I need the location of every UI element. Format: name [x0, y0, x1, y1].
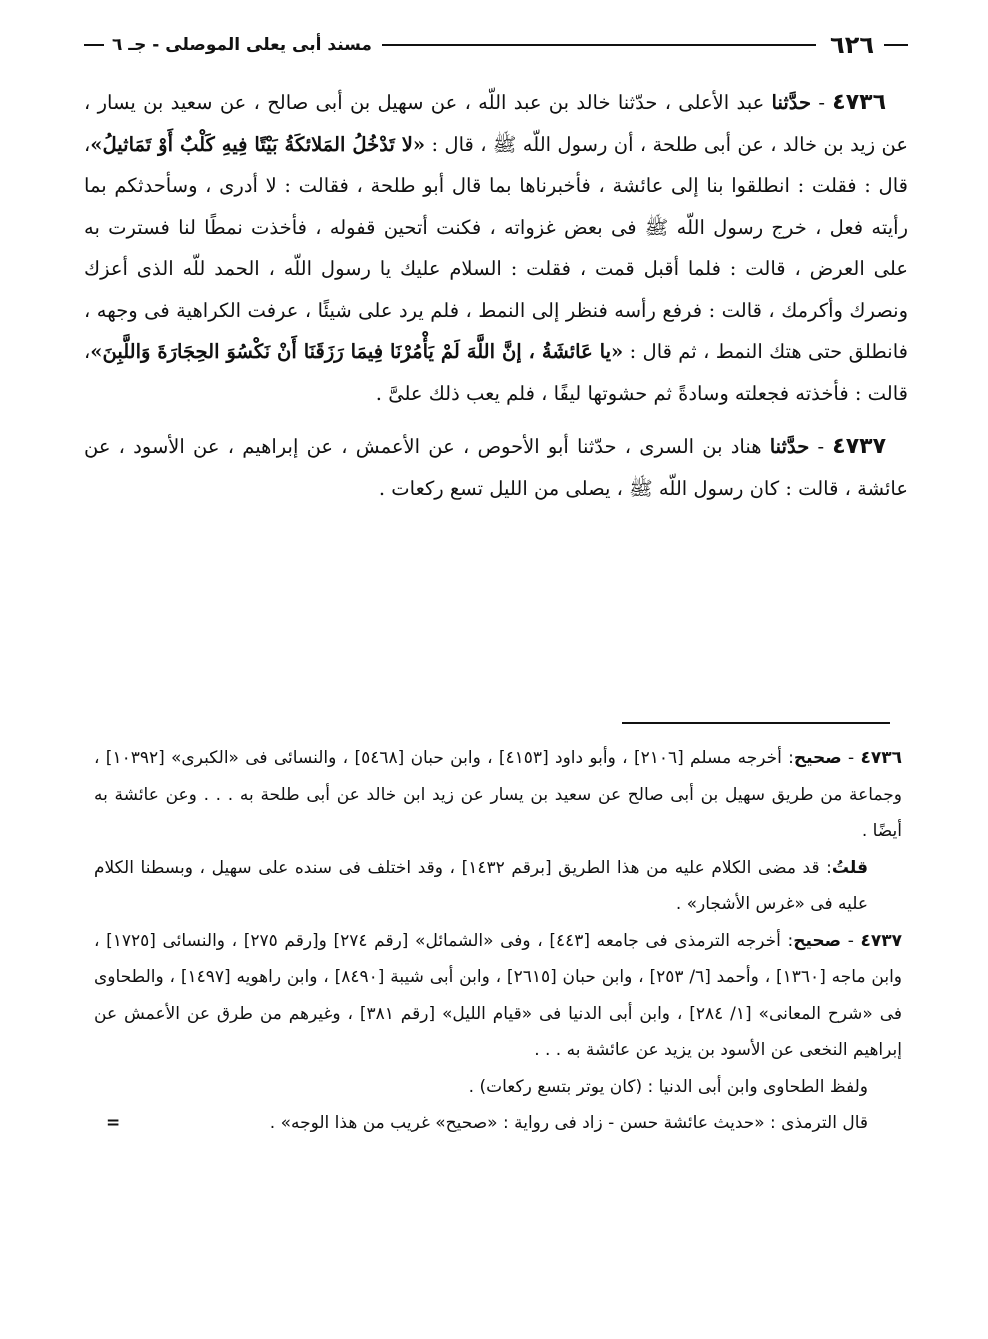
footnote-text: : أخرجه مسلم [٢١٠٦] ، وأبو داود [٤١٥٣] ، وابن حبان [٥٤٦٨] ، والنسائى فى «الكبرى» [١٠٣٩٢] ، وجماعة من طريق سهيل بن أبى صالح عن سعيد بن يسار عن زيد ابن خالد عن أبى طلحة به . . . وعن عائشة به أيضًا .	[94, 748, 902, 841]
hadith-part3: ، قال : فقلت : انطلقوا بنا إلى عائشة ، فأخبرناها بما قال أبو طلحة ، فقالت : لا أدرى ، وسأحدثكم بما رأيته فعل ، خرج رسول اللّه ﷺ فى بعض غزواته ، فكنت أتحين قفوله ، فأخذت نمطًا لنا فسترت به على العرض ، قالت : فلما أقبل قمت ، فقلت : السلام عليك يا رسول اللّه ، الحمد للّه الذى أعزك ونصرك وأكرمك ، قالت : فرفع رأسه فنظر إلى النمط ، فلم يرد على شيئًا ، عرفت الكراهية فى وجهه ، فانطلق حتى هتك النمط ، ثم قال :	[84, 132, 908, 363]
footnote-4736: ٤٧٣٦ - صحيح: أخرجه مسلم [٢١٠٦] ، وأبو داود [٤١٥٣] ، وابن حبان [٥٤٦٨] ، والنسائى فى «الكبرى» [١٠٣٩٢] ، وجماعة من طريق سهيل بن أبى صالح عن سعيد بن يسار عن زيد ابن خالد عن أبى طلحة به . . . وعن عائشة به أيضًا .	[94, 748, 903, 841]
footnote-tirmidhi-text: قال الترمذى : «حديث عائشة حسن - زاد فى رواية : «صحيح» غريب من هذا الوجه» .	[269, 1113, 868, 1133]
footnote-text: : أخرجه الترمذى فى جامعه [٤٤٣] ، وفى «الشمائل» [رقم ٢٧٤] و[رقم ٢٧٥] ، والنسائى [١٧٢٥] ، وابن ماجه [١٣٦٠] ، وأحمد [٦/ ٢٥٣] ، وابن حبان [٢٦١٥] ، وابن أبى شيبة [٨٤٩٠] ، وابن راهويه [١٤٩٧] ، والطحاوى فى «شرح المعانى» [١/ ٢٨٤] ، وابن أبى الدنيا فى «قيام الليل» [رقم ٣٨١] ، وغيرهم من طرق عن الأعمش عن إبراهيم النخعى عن الأسود بن يزيد عن عائشة به . . .	[94, 930, 902, 1060]
footnote-comment-text: : قد مضى الكلام عليه من هذا الطريق [برقم ١٤٣٢] ، وقد اختلف فى سنده على سهيل ، وبسطنا الكلام عليه فى «غرس الأشجار» .	[94, 857, 868, 914]
hadith-lead: حدَّثنا	[769, 435, 810, 458]
hadith-part4: ، قالت : فأخذته فجعلته وسادةً ثم حشوتها ليفًا ، فلم يعب ذلك علىَّ .	[84, 340, 908, 405]
hadith-part2: عن سعيد بن يسار ، عن زيد بن خالد ، عن أبى طلحة ، أن رسول اللّه ﷺ ، قال :	[84, 91, 908, 156]
hadith-quote1: «لا تَدْخُلُ المَلائكَةُ بَيْتًا فِيهِ كَلْبٌ أَوْ تَمَاثيلُ»	[90, 132, 426, 156]
hadith-number: ٤٧٣٦	[832, 90, 887, 115]
hadith-dash: -	[811, 91, 833, 114]
running-title: مسند أبى يعلى الموصلى - جـ ٦	[112, 35, 372, 55]
main-text	[84, 82, 908, 509]
footnote-4737-tirmidhi	[94, 1105, 902, 1142]
footnote-4736-comment	[94, 850, 902, 923]
footnote-4737: ٤٧٣٧ - صحيح: أخرجه الترمذى فى جامعه [٤٤٣] ، وفى «الشمائل» [رقم ٢٧٤] و[رقم ٢٧٥] ، والنسائى [١٧٢٥] ، وابن ماجه [١٣٦٠] ، وأحمد [٦/ ٢٥٣] ، وابن حبان [٢٦١٥] ، وابن أبى شيبة [٨٤٩٠] ، وابن راهويه [١٤٩٧] ، والطحاوى فى «شرح المعانى» [١/ ٢٨٤] ، وابن أبى الدنيا فى «قيام الليل» [رقم ٣٨١] ، وغيرهم من طرق عن الأعمش عن إبراهيم النخعى عن الأسود بن يزيد عن عائشة به . . .	[94, 930, 902, 1060]
footnote-number: ٤٧٣٧	[860, 930, 902, 951]
page-header	[84, 28, 908, 62]
footnotes	[94, 740, 902, 1142]
hadith-4736	[84, 82, 908, 414]
header-dash-left	[84, 44, 104, 46]
header-dash-right	[884, 44, 908, 46]
hadith-part2: عن الأسود ، عن عائشة ، قالت : كان رسول اللّه ﷺ ، يصلى من الليل تسع ركعات .	[84, 435, 908, 500]
footnote-separator	[622, 722, 890, 724]
hadith-number: ٤٧٣٧	[832, 434, 886, 459]
hadith-line1: عبد الأعلى ، حدّثنا خالد بن عبد اللّه ، عن سهيل بن أبى صالح ،	[253, 91, 772, 114]
page-number: ٦٢٦	[830, 31, 874, 59]
hadith-dash: -	[809, 435, 833, 458]
continuation-mark: =	[106, 1113, 121, 1133]
hadith-lead: حدَّثنا	[771, 91, 812, 114]
hadith-quote2: «يا عَائشَةُ ، إنَّ اللَّهَ لَمْ يَأْمُرْنَا فِيمَا رَزَقَنَا أَنْ نَكْسُوَ الحِجَارَةَ وَاللَّبِنَ»	[90, 340, 624, 363]
footnote-grade: صحيح	[793, 930, 842, 951]
footnote-comment-label: قلتُ	[831, 857, 868, 878]
footnote-grade: صحيح	[793, 748, 842, 768]
hadith-4737	[84, 426, 908, 509]
hadith-line1: هناد بن السرى ، حدّثنا أبو الأحوص ، عن الأعمش ، عن إبراهيم ،	[227, 435, 770, 458]
entry-gap	[84, 414, 908, 426]
footnote-number: ٤٧٣٦	[860, 748, 903, 768]
footnote-4737-wording	[94, 1069, 902, 1106]
footnote-wording-text: ولفظ الطحاوى وابن أبى الدنيا : (كان يوتر بتسع ركعات) .	[468, 1076, 868, 1097]
header-rule	[382, 44, 816, 46]
